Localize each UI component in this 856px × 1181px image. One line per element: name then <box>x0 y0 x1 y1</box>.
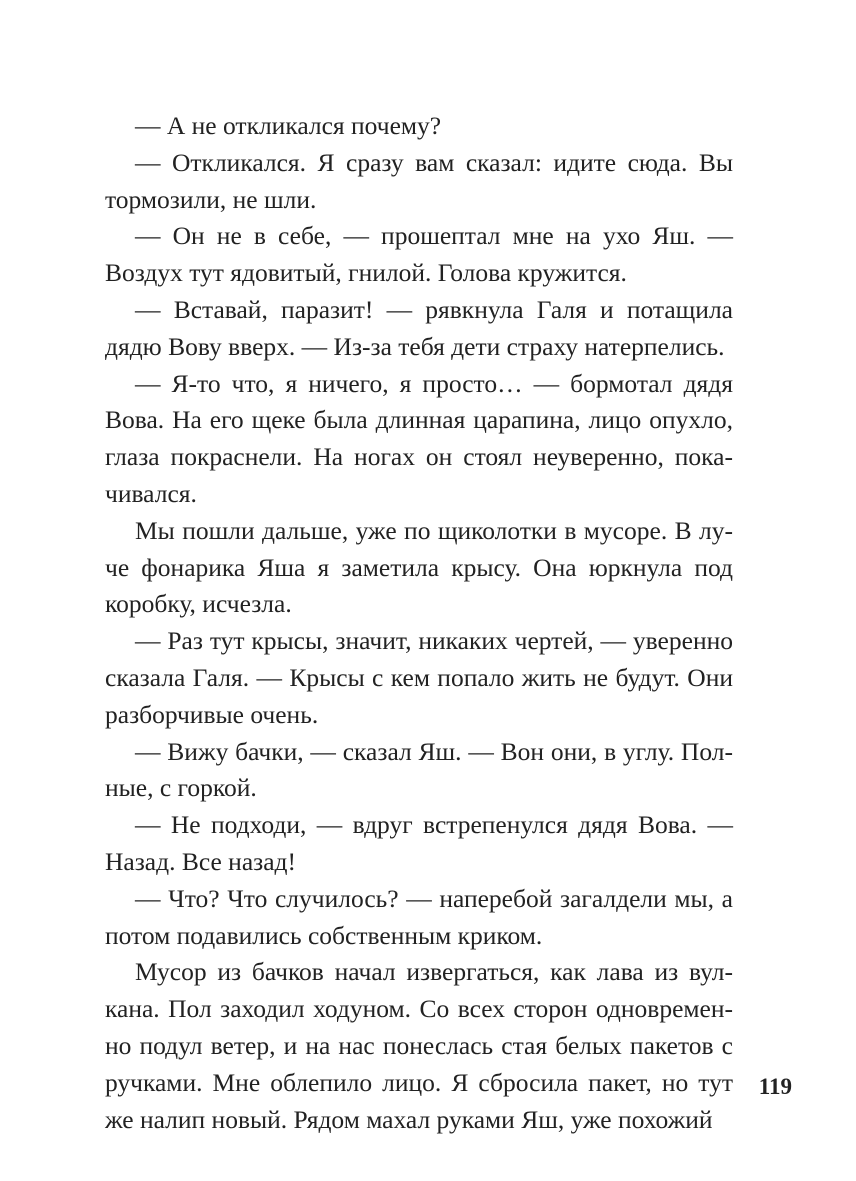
paragraph-4: — Вставай, паразит! — рявкнула Галя и потащила дядю Вову вверх. — Из-за тебя дети страху натерпелись. <box>105 294 733 361</box>
paragraph-5: — Я-то что, я ничего, я просто… — бормотал дядя Вова. На его щеке была длинная царапина, лицо опухло, глаза покраснели. На ногах он стоял неуверенно, покачивался. <box>105 368 733 508</box>
paragraph-11: Мусор из бачков начал извергаться, как лава из вулкана. Пол заходил ходуном. Со всех сторон одновременно подул ветер, и на нас понеслась стая белых пакетов с ручками. Мне облепило лицо. Я сбросила пакет, но тут же налип новый. Рядом махал руками Яш, уже похожий <box>105 957 733 1134</box>
page-number: 119 <box>758 1074 792 1099</box>
paragraph-7: — Раз тут крысы, значит, никаких чертей, — уверенно сказала Галя. — Крысы с кем попало жить не будут. Они разборчивые очень. <box>105 626 733 729</box>
paragraph-3: — Он не в себе, — прошептал мне на ухо Яш. — Воздух тут ядовитый, гнилой. Голова кружится. <box>105 221 733 288</box>
body-text <box>105 108 733 1138</box>
paragraph-2: — Откликался. Я сразу вам сказал: идите сюда. Вы тормозили, не шли. <box>105 147 733 214</box>
paragraph-9: — Не подходи, — вдруг встрепенулся дядя Вова. — Назад. Все назад! <box>105 810 733 876</box>
paragraph-1: — А не откликался почему? <box>135 111 442 140</box>
paragraph-8: — Вижу бачки, — сказал Яш. — Вон они, в углу. Полные, с горкой. <box>105 736 733 803</box>
paragraph-10: — Что? Что случилось? — наперебой загалдели мы, а потом подавились собственным криком. <box>105 883 733 950</box>
paragraph-6: Мы пошли дальше, уже по щиколотки в мусоре. В луче фонарика Яша я заметила крысу. Она юркнула под коробку, исчезла. <box>105 515 733 619</box>
